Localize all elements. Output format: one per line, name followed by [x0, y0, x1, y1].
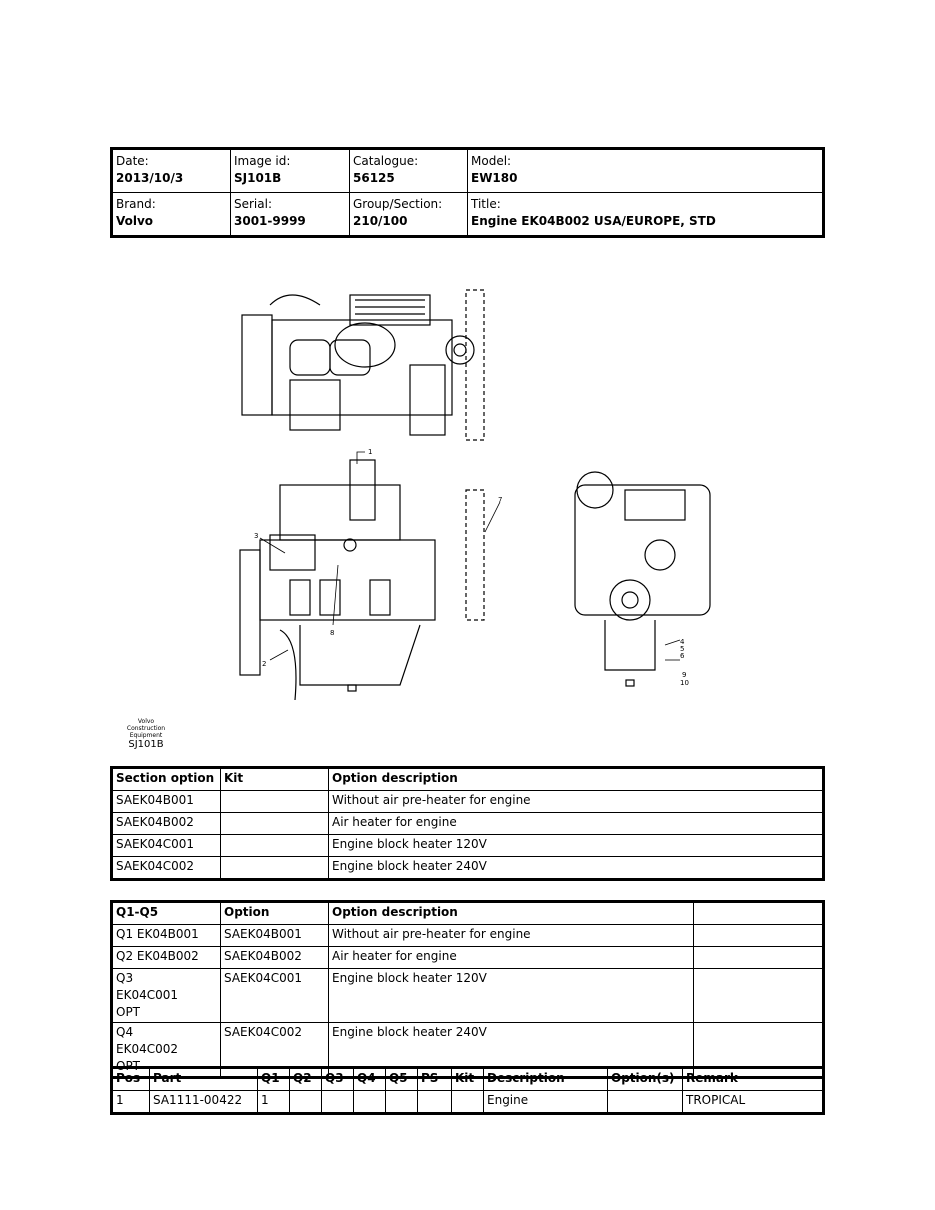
table-row	[113, 947, 823, 969]
callout-9: 9	[682, 671, 687, 679]
engine-side-view	[240, 460, 484, 700]
serial-cell	[231, 193, 350, 236]
callout-5: 5	[680, 645, 685, 653]
cell: TROPICAL	[683, 1091, 823, 1113]
cell: Engine	[484, 1091, 608, 1113]
column-header: Q1-Q5	[113, 903, 221, 925]
caption-company: Volvo Construction Equipment	[126, 718, 166, 739]
column-header	[694, 903, 823, 925]
cell	[418, 1091, 452, 1113]
drawing-caption	[118, 718, 174, 751]
catalogue-label: Catalogue:	[353, 154, 419, 168]
cell	[386, 1091, 418, 1113]
brand-label: Brand:	[116, 197, 156, 211]
column-header: Option description	[329, 903, 694, 925]
cell: Q4 EK04C002 OPT	[113, 1023, 221, 1077]
column-header: Q4	[354, 1069, 386, 1091]
catalogue-cell	[350, 150, 468, 193]
cell	[694, 969, 823, 1023]
column-header: Q1	[258, 1069, 290, 1091]
cell: 1	[113, 1091, 150, 1113]
caption-image-id: SJ101B	[128, 739, 164, 750]
date-label: Date:	[116, 154, 149, 168]
callout-leaders	[260, 452, 680, 660]
parts-table	[112, 1068, 823, 1113]
cell: Q1 EK04B001	[113, 925, 221, 947]
cell	[221, 791, 329, 813]
column-header: Q2	[290, 1069, 322, 1091]
callout-2: 2	[262, 660, 267, 668]
catalogue-value: 56125	[353, 171, 395, 185]
cell	[354, 1091, 386, 1113]
table-row	[113, 813, 823, 835]
serial-value: 3001-9999	[234, 214, 306, 228]
model-cell	[468, 150, 823, 193]
cell	[221, 835, 329, 857]
column-header: Pos	[113, 1069, 150, 1091]
cell: Engine block heater 240V	[329, 1023, 694, 1077]
column-header: Part	[150, 1069, 258, 1091]
callout-10: 10	[680, 679, 689, 687]
group-label: Group/Section:	[353, 197, 443, 211]
title-value: Engine EK04B002 USA/EUROPE, STD	[471, 214, 716, 228]
cell	[221, 857, 329, 879]
callout-8: 8	[330, 629, 335, 637]
cell: SAEK04B002	[221, 947, 329, 969]
cell: SAEK04C002	[113, 857, 221, 879]
cell: SAEK04B001	[113, 791, 221, 813]
image-id-cell	[231, 150, 350, 193]
group-cell	[350, 193, 468, 236]
cell: Engine block heater 120V	[329, 969, 694, 1023]
cell: Air heater for engine	[329, 947, 694, 969]
date-value: 2013/10/3	[116, 171, 184, 185]
cell	[290, 1091, 322, 1113]
cell: Without air pre-heater for engine	[329, 791, 823, 813]
table-row	[113, 791, 823, 813]
engine-exploded-drawing	[230, 280, 730, 710]
cell	[694, 947, 823, 969]
section-option-table	[112, 768, 823, 879]
image-id-label: Image id:	[234, 154, 291, 168]
brand-cell	[113, 193, 231, 236]
column-header: Option(s)	[608, 1069, 683, 1091]
cell: SAEK04B001	[221, 925, 329, 947]
title-label: Title:	[471, 197, 501, 211]
table-row	[113, 925, 823, 947]
engine-front-view	[575, 472, 710, 686]
cell	[322, 1091, 354, 1113]
serial-label: Serial:	[234, 197, 272, 211]
column-header: Q5	[386, 1069, 418, 1091]
column-header: Description	[484, 1069, 608, 1091]
cell	[221, 813, 329, 835]
table-row	[113, 857, 823, 879]
cell: SAEK04C001	[221, 969, 329, 1023]
callout-6: 6	[680, 652, 685, 660]
column-header: Kit	[452, 1069, 484, 1091]
column-header: Kit	[221, 769, 329, 791]
table-row	[113, 1091, 823, 1113]
cell: SA1111-00422	[150, 1091, 258, 1113]
cell	[694, 925, 823, 947]
cell: SAEK04C001	[113, 835, 221, 857]
callout-7: 7	[498, 496, 503, 504]
column-header: Option description	[329, 769, 823, 791]
document-header-table	[112, 149, 823, 236]
cell: SAEK04B002	[113, 813, 221, 835]
cell: Q2 EK04B002	[113, 947, 221, 969]
title-cell	[468, 193, 823, 236]
callout-1: 1	[368, 448, 373, 456]
group-value: 210/100	[353, 214, 408, 228]
model-value: EW180	[471, 171, 518, 185]
cell: Without air pre-heater for engine	[329, 925, 694, 947]
model-label: Model:	[471, 154, 512, 168]
cell	[452, 1091, 484, 1113]
column-header: Section option	[113, 769, 221, 791]
column-header: PS	[418, 1069, 452, 1091]
date-cell	[113, 150, 231, 193]
q-option-table	[112, 902, 823, 1077]
column-header: Remark	[683, 1069, 823, 1091]
callout-3: 3	[254, 532, 259, 540]
table-row	[113, 969, 823, 1023]
cell: Engine block heater 240V	[329, 857, 823, 879]
cell: SAEK04C002	[221, 1023, 329, 1077]
image-id-value: SJ101B	[234, 171, 282, 185]
brand-value: Volvo	[116, 214, 154, 228]
column-header: Q3	[322, 1069, 354, 1091]
cell: Air heater for engine	[329, 813, 823, 835]
engine-top-view	[242, 290, 484, 440]
table-row	[113, 835, 823, 857]
cell: Engine block heater 120V	[329, 835, 823, 857]
column-header: Option	[221, 903, 329, 925]
cell	[608, 1091, 683, 1113]
cell: Q3 EK04C001 OPT	[113, 969, 221, 1023]
callout-4: 4	[680, 638, 685, 646]
cell: 1	[258, 1091, 290, 1113]
